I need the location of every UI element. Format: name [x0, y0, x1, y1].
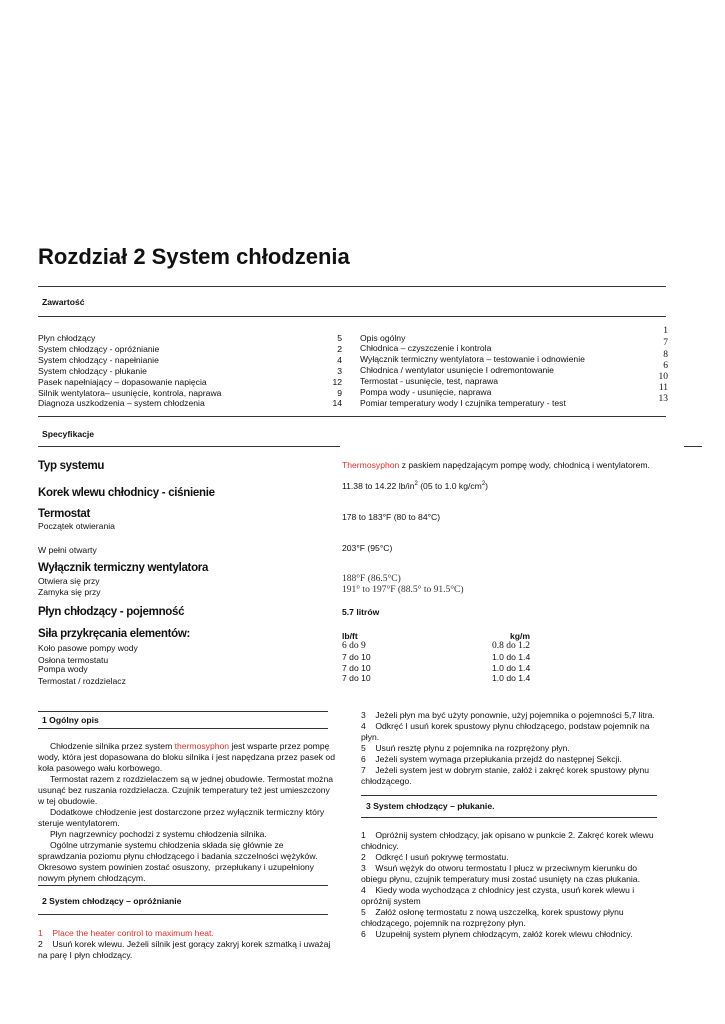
torque-col-lbft: lb/ft — [342, 631, 358, 641]
toc-item[interactable]: System chłodzący - opróżnianie — [38, 344, 160, 354]
toc-page-number: 8 — [663, 350, 668, 360]
spec-thermostat-sub2: W pełni otwarty — [38, 545, 97, 555]
paragraph: Płyn nagrzewnicy pochodzi z systemu chłodzenia silnika. — [38, 829, 267, 839]
step: 6 Uzupełnij system płynem chłodzącym, załóż korek wlewu chłodnicy. — [361, 929, 633, 939]
torque-row-label: Osłona termostatu — [38, 655, 109, 665]
spec-thermostat-sub1: Początek otwierania — [38, 521, 115, 531]
text-run: Chłodzenie silnika przez system — [38, 741, 175, 751]
toc-item[interactable]: Pomiar temperatury wody I czujnika temperatury - test — [360, 398, 566, 408]
step: 3 Jeżeli płyn ma być użyty ponownie, użyj pojemnika o pojemności 5,7 litra. — [361, 710, 655, 720]
spec-fan-switch-label: Wyłącznik termiczny wentylatora — [38, 562, 209, 574]
toc-item[interactable]: Pompa wody - usunięcie, naprawa — [360, 387, 492, 397]
toc-page-number: 11 — [658, 383, 668, 393]
toc-item[interactable]: System chłodzący - płukanie — [38, 366, 147, 376]
divider — [38, 728, 328, 729]
paragraph: Termostat razem z rozdzielaczem są w jednej obudowie. Termostat można usunąć bez ruszania rozdzielacza. Czujnik temperatury też jest umieszczony w tej obudowie. — [38, 774, 336, 806]
spec-thermostat-label: Termostat — [38, 508, 91, 520]
toc-page-number: 14 — [332, 398, 342, 408]
page-title: Rozdział 2 System chłodzenia — [38, 244, 350, 269]
step: 7 Jeżeli system jest w dobrym stanie, załóż i zakręć korek spustowy płynu chłodzącego. — [361, 765, 652, 786]
section-3-heading: 3 System chłodzący – płukanie. — [366, 801, 495, 811]
torque-row-kgm: 0.8 do 1.2 — [492, 641, 530, 651]
cap-value-part: (05 to 1.0 kg/cm — [417, 481, 482, 491]
toc-item[interactable]: Diagnoza uszkodzenia – system chłodzenia — [38, 398, 205, 408]
spec-thermostat-val2: 203°F (95°C) — [342, 543, 393, 553]
toc-page-number: 13 — [658, 394, 668, 404]
cap-value-part: ) — [485, 481, 489, 491]
step: 4 Kiedy woda wychodząca z chłodnicy jest czysta, usuń korek wlewu i opróżnij system — [361, 885, 637, 906]
toc-item[interactable]: Chłodnica – czyszczenie i kontrola — [360, 343, 492, 353]
divider — [38, 446, 340, 447]
divider — [361, 795, 657, 796]
superscript: 2 — [481, 481, 486, 488]
toc-item[interactable]: Termostat - usunięcie, test, naprawa — [360, 376, 499, 386]
specs-heading: Specyfikacje — [42, 429, 95, 439]
torque-row-label: Koło pasowe pompy wody — [38, 643, 138, 653]
toc-page-number: 12 — [332, 377, 342, 387]
divider — [38, 711, 328, 712]
spec-system-type-value — [342, 460, 650, 470]
section-2-heading: 2 System chłodzący – opróżnianie — [42, 896, 182, 906]
toc-item[interactable]: Silnik wentylatora– usunięcie, kontrola, naprawa — [38, 388, 222, 398]
torque-row-lbft: 7 do 10 — [342, 663, 371, 673]
spec-system-type-rest: z paskiem napędzającym pompę wody, chłodnicą i wentylatorem. — [399, 460, 650, 470]
text-run: jest wsparte przez pompę wody, która jest dopasowana do bloku silnika i jest napędzana przez pasek od koła pasowego wału korbowego. — [38, 741, 335, 773]
toc-page-number: 1 — [663, 326, 668, 336]
toc-item[interactable]: Płyn chłodzący — [38, 333, 96, 343]
torque-row-lbft: 6 do 9 — [342, 641, 366, 651]
divider — [38, 914, 328, 915]
section-1-heading: 1 Ogólny opis — [42, 715, 99, 725]
spec-fan-switch-val1: 188°F (86.5°C) — [342, 574, 401, 584]
paragraph: Dodatkowe chłodzenie jest dostarczone przez wyłącznik termiczny który steruje wentylatorem. — [38, 807, 327, 828]
torque-row-kgm: 1.0 do 1.4 — [492, 652, 531, 662]
divider — [38, 416, 666, 417]
spec-coolant-capacity-value: 5.7 litrów — [342, 607, 380, 617]
toc-page-number: 3 — [337, 366, 342, 376]
toc-item[interactable]: Opis ogólny — [360, 333, 406, 343]
toc-page-number: 10 — [658, 372, 668, 382]
toc-page-number: 9 — [337, 388, 342, 398]
torque-row-lbft: 7 do 10 — [342, 652, 371, 662]
spec-coolant-capacity-label: Płyn chłodzący - pojemność — [38, 606, 185, 618]
step: 5 Usuń resztę płynu z pojemnika na rozprężony płyn. — [361, 743, 570, 753]
toc-page-number: 7 — [663, 338, 668, 348]
contents-heading: Zawartość — [42, 297, 85, 307]
spec-fan-switch-sub2: Zamyka się przy — [38, 587, 101, 597]
step: 1 Place the heater control to maximum heat. — [38, 928, 214, 938]
step: 2 Usuń korek wlewu. Jeżeli silnik jest gorący zakryj korek szmatką i uważaj na parę I płyn chłodzący. — [38, 939, 333, 960]
spec-fan-switch-sub1: Otwiera się przy — [38, 576, 100, 586]
toc-item[interactable]: System chłodzący - napełnianie — [38, 355, 159, 365]
divider — [38, 316, 666, 317]
section-2-body-left — [38, 928, 340, 961]
torque-row-kgm: 1.0 do 1.4 — [492, 673, 531, 683]
paragraph — [38, 741, 336, 774]
toc-item[interactable]: Chłodnica / wentylator usunięcie I odremontowanie — [360, 365, 554, 375]
spec-system-type-label: Typ systemu — [38, 460, 105, 472]
divider — [361, 817, 657, 818]
step: 2 Odkręć I usuń pokrywę termostatu. — [361, 852, 509, 862]
superscript: 2 — [414, 481, 418, 488]
toc-page-number: 2 — [337, 344, 342, 354]
torque-row-kgm: 1.0 do 1.4 — [492, 663, 531, 673]
section-1-body — [38, 741, 336, 884]
section-2-body-right — [361, 710, 661, 787]
toc-page-number: 6 — [663, 361, 668, 371]
torque-row-label: Pompa wody — [38, 664, 88, 674]
torque-col-kgm: kg/m — [510, 631, 531, 641]
spec-thermostat-val1: 178 to 183°F (80 to 84°C) — [342, 512, 441, 522]
spec-radiator-cap-label: Korek wlewu chłodnicy - ciśnienie — [38, 487, 215, 499]
thermosyphon-term: Thermosyphon — [342, 460, 400, 470]
thermosyphon-term: thermosyphon — [174, 741, 230, 751]
step: 1 Opróżnij system chłodzący, jak opisano w punkcie 2. Zakręć korek wlewu chłodnicy. — [361, 830, 657, 851]
spec-radiator-cap-value — [342, 481, 488, 491]
toc-page-number: 5 — [337, 333, 342, 343]
torque-row-lbft: 7 do 10 — [342, 673, 371, 683]
step: 4 Odkręć I usuń korek spustowy płynu chłodzącego, podstaw pojemnik na płyn. — [361, 721, 652, 742]
step: 6 Jeżeli system wymaga przepłukania przejdź do następnej Sekcji. — [361, 754, 622, 764]
toc-item[interactable]: Wyłącznik termiczny wentylatora – testowanie i odnowienie — [360, 354, 585, 364]
cap-value-part: 11.38 to 14.22 lb/in — [342, 481, 415, 491]
divider — [38, 885, 328, 886]
spec-torque-label: Siła przykręcania elementów: — [38, 628, 191, 640]
toc-item[interactable]: Pasek napełniający – dopasowanie napięcia — [38, 377, 207, 387]
section-3-body — [361, 830, 663, 940]
divider — [38, 286, 666, 287]
spec-fan-switch-val2: 191° to 197°F (88.5° to 91.5°C) — [342, 585, 464, 595]
paragraph: Ogólne utrzymanie systemu chłodzenia składa się głównie ze sprawdzania poziomu płynu chłodzącego i badania szczelności wężyków. Okresowo system powinien zostać osuszony, przepłukany i uzupełniony nowym płynem chłodzącym. — [38, 840, 320, 883]
step: 5 Załóż osłonę termostatu z nową uszczelką, korek spustowy płynu chłodzącego, pojemnik na rozprężony płyn. — [361, 907, 627, 928]
step: 3 Wsuń wężyk do otworu termostatu I płucz w przeciwnym kierunku do obiegu płynu, czujnik temperatury musi zostać usunięty na czas płukania. — [361, 863, 640, 884]
divider — [684, 446, 702, 447]
torque-row-label: Termostat / rozdzielacz — [38, 676, 126, 686]
toc-page-number: 4 — [337, 355, 342, 365]
